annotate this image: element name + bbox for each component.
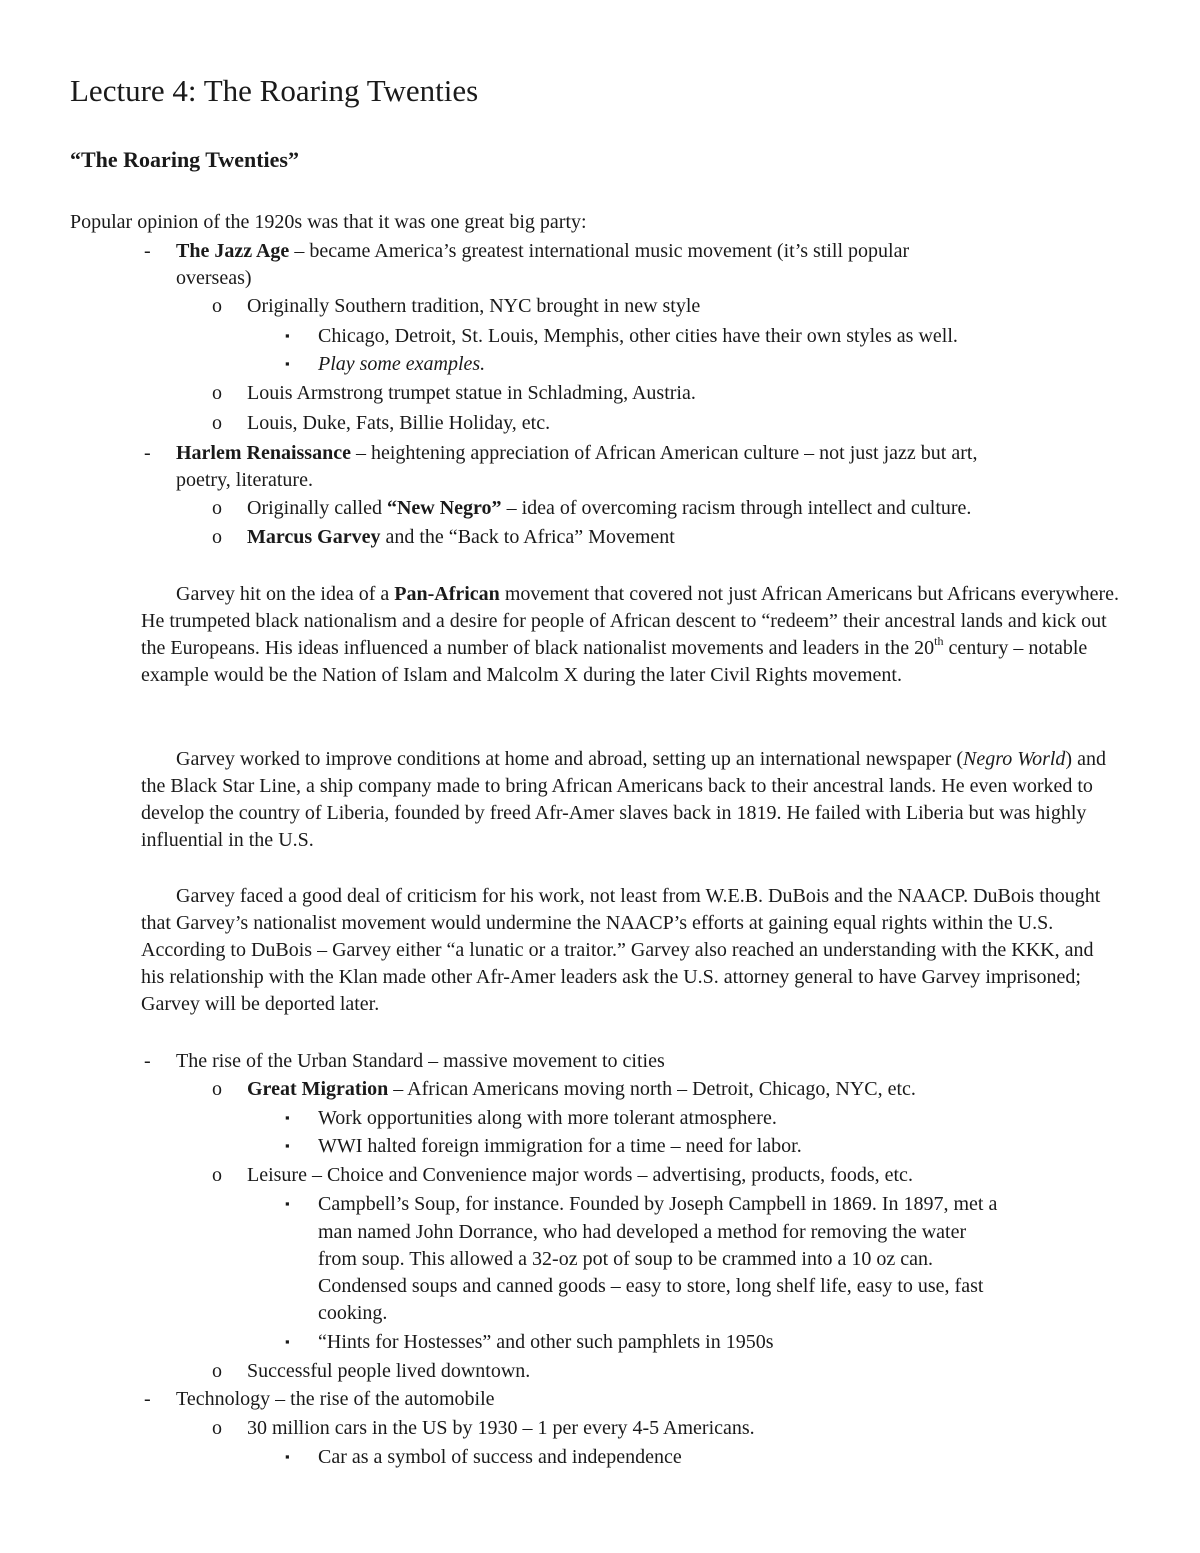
jazz-line1: – became America’s greatest international music movement (it’s still popular — [289, 240, 910, 262]
square-bullet: ▪ — [285, 1196, 290, 1211]
paragraph-negro-world — [141, 746, 1121, 854]
jazz-sub1b-italic: Play some examples. — [318, 353, 486, 375]
gm-sub1: Work opportunities along with more tolerant atmosphere. — [318, 1107, 777, 1129]
term-marcus-garvey: Marcus Garvey — [247, 526, 381, 548]
term-new-negro: “New Negro” — [386, 497, 502, 519]
jazz-sub2: Louis Armstrong trumpet statue in Schladming, Austria. — [247, 382, 696, 404]
circle-bullet: o — [212, 1360, 222, 1382]
harlem-sub2 — [247, 523, 675, 551]
circle-bullet: o — [212, 526, 222, 548]
term-great-migration: Great Migration — [247, 1078, 389, 1100]
term-pan-african: Pan-African — [394, 583, 500, 605]
term-harlem: Harlem Renaissance — [176, 442, 351, 464]
square-bullet: ▪ — [285, 1138, 290, 1153]
soup-line1: Campbell’s Soup, for instance. Founded by Joseph Campbell in 1869. In 1897, met a — [318, 1193, 998, 1215]
great-migration — [247, 1075, 916, 1103]
square-bullet: ▪ — [285, 1110, 290, 1125]
jazz-sub1: Originally Southern tradition, NYC brought in new style — [247, 295, 701, 317]
cars-line: 30 million cars in the US by 1930 – 1 per every 4-5 Americans. — [247, 1417, 755, 1439]
dash-bullet: - — [144, 1050, 151, 1072]
dash-bullet: - — [144, 1388, 151, 1410]
downtown-line: Successful people lived downtown. — [247, 1360, 531, 1382]
para2-pre: Garvey worked to improve conditions at home and abroad, setting up an international newspaper ( — [176, 748, 963, 770]
list-item-harlem — [176, 439, 977, 467]
jazz-sub1a: Chicago, Detroit, St. Louis, Memphis, other cities have their own styles as well. — [318, 325, 958, 347]
title-negro-world: Negro World — [963, 748, 1066, 770]
page-title: Lecture 4: The Roaring Twenties — [70, 73, 479, 108]
term-jazz-age: The Jazz Age — [176, 240, 290, 262]
car-symbol-line: Car as a symbol of success and independence — [318, 1446, 682, 1468]
circle-bullet: o — [212, 1164, 222, 1186]
harlem-sub1 — [247, 494, 971, 522]
para2-post: ) and the Black Star Line, a ship company made to bring African Americans back to their ancestral lands. He even worked to develop the country of Liberia, founded by freed Afr-Amer slaves back in 1819. He failed with Liberia but was highly influential in the U.S. — [141, 748, 1106, 851]
para1-post: century – notable example would be the Nation of Islam and Malcolm X during the later Civil Rights movement. — [141, 637, 1088, 686]
soup-line5: cooking. — [318, 1302, 388, 1324]
para1-pre: Garvey hit on the idea of a — [176, 583, 395, 605]
great-migration-post: – African Americans moving north – Detroit, Chicago, NYC, etc. — [388, 1078, 916, 1100]
paragraph-pan-african — [141, 581, 1121, 689]
section-heading: “The Roaring Twenties” — [70, 147, 299, 172]
para1-sup: th — [934, 634, 944, 648]
list-item-urban: The rise of the Urban Standard – massive movement to cities — [176, 1050, 665, 1072]
jazz-line2: overseas) — [176, 267, 252, 289]
harlem-sub2-post: and the “Back to Africa” Movement — [380, 526, 675, 548]
circle-bullet: o — [212, 295, 222, 317]
dash-bullet: - — [144, 442, 151, 464]
square-bullet: ▪ — [285, 1449, 290, 1464]
harlem-line1: – heightening appreciation of African American culture – not just jazz but art, — [350, 442, 978, 464]
circle-bullet: o — [212, 382, 222, 404]
list-item-technology: Technology – the rise of the automobile — [176, 1388, 495, 1410]
harlem-sub1-pre: Originally called — [247, 497, 387, 519]
circle-bullet: o — [212, 1417, 222, 1439]
soup-line4: Condensed soups and canned goods – easy to store, long shelf life, easy to use, fast — [318, 1275, 984, 1297]
intro-text: Popular opinion of the 1920s was that it was one great big party: — [70, 211, 587, 233]
square-bullet: ▪ — [285, 1334, 290, 1349]
paragraph-criticism: Garvey faced a good deal of criticism for his work, not least from W.E.B. DuBois and the NAACP. DuBois thought that Garvey’s nationalist movement would undermine the NAACP’s efforts at gaining equal rights within the U.S. According to DuBois – Garvey either “a lunatic or a traitor.” Garvey also reached an understanding with the KKK, and his relationship with the Klan made other Afr-Amer leaders ask the U.S. attorney general to have Garvey imprisoned; Garvey will be deported later. — [141, 885, 1101, 1015]
hints-line: “Hints for Hostesses” and other such pamphlets in 1950s — [318, 1331, 774, 1353]
harlem-sub1-post: – idea of overcoming racism through intellect and culture. — [501, 497, 972, 519]
harlem-line2: poetry, literature. — [176, 469, 313, 491]
para1-mid: movement that covered not just African Americans but Africans everywhere. He trumpeted black nationalism and a desire for people of African descent to “redeem” their ancestral lands and kick out the Europeans. His ideas influenced a number of black nationalist movements and leaders in the 20 — [141, 583, 1120, 659]
dash-bullet: - — [144, 240, 151, 262]
gm-sub2: WWI halted foreign immigration for a time – need for labor. — [318, 1135, 802, 1157]
square-bullet: ▪ — [285, 328, 290, 343]
square-bullet: ▪ — [285, 356, 290, 371]
jazz-sub3: Louis, Duke, Fats, Billie Holiday, etc. — [247, 412, 551, 434]
list-item-jazz-age — [176, 237, 909, 265]
soup-line2: man named John Dorrance, who had developed a method for removing the water — [318, 1221, 967, 1243]
circle-bullet: o — [212, 1078, 222, 1100]
leisure: Leisure – Choice and Convenience major words – advertising, products, foods, etc. — [247, 1164, 913, 1186]
circle-bullet: o — [212, 497, 222, 519]
circle-bullet: o — [212, 412, 222, 434]
jazz-sub1b — [318, 350, 485, 378]
soup-line3: from soup. This allowed a 32-oz pot of soup to be crammed into a 10 oz can. — [318, 1248, 934, 1270]
